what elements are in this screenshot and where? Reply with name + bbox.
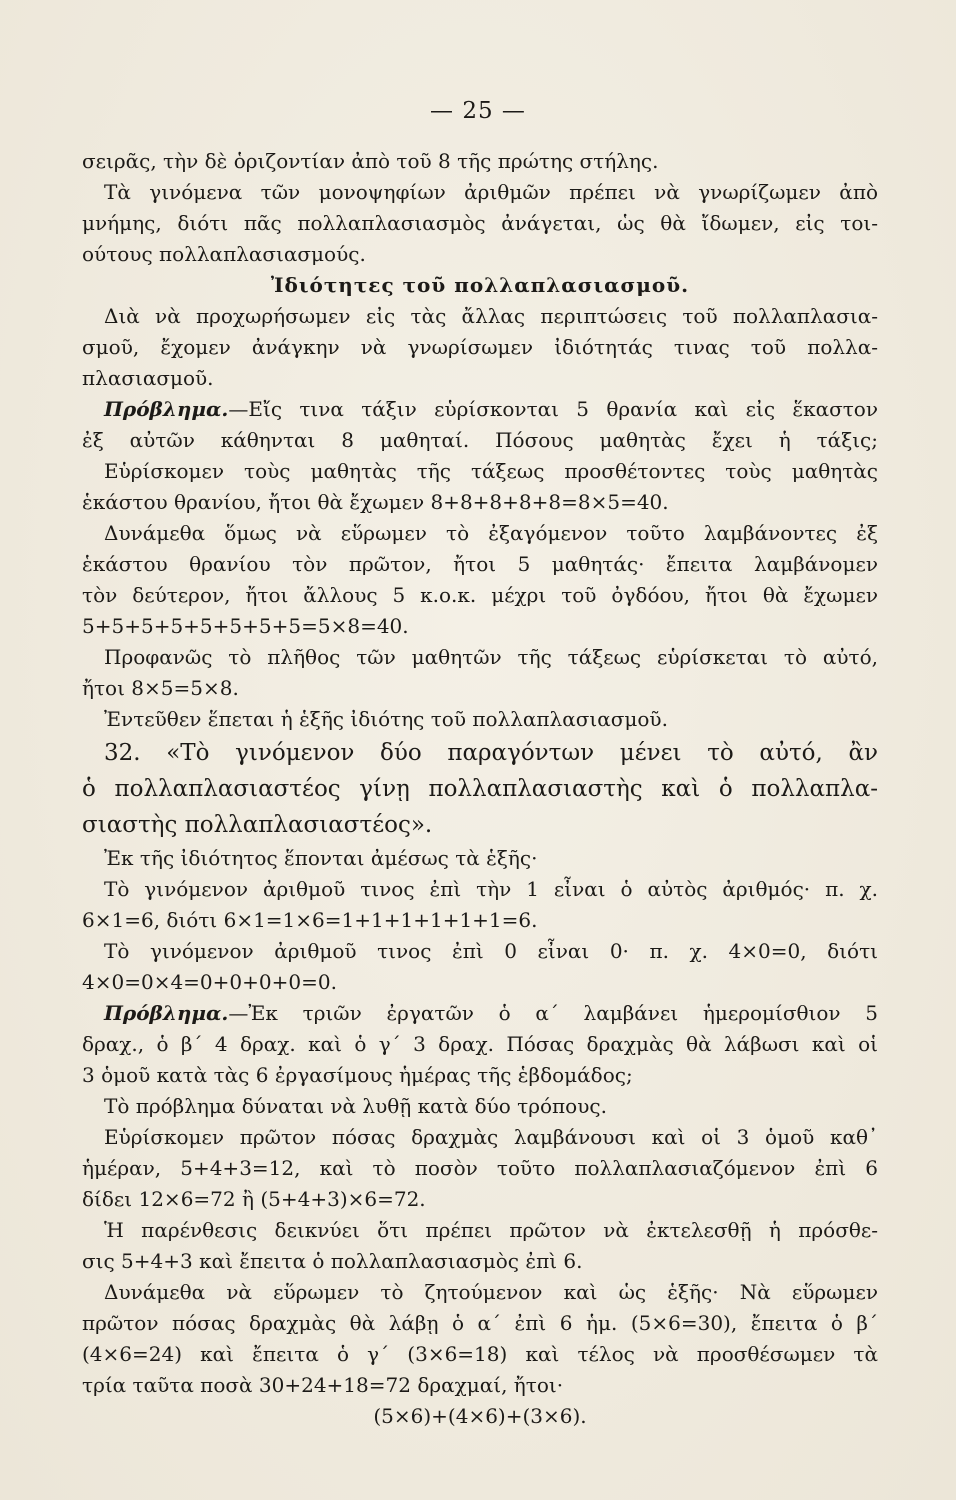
text-line: [82, 673, 878, 704]
text-span: τρία ταῦτα ποσὰ 30+24+18=72 δραχμαί, ἤτοι·: [82, 1373, 564, 1397]
text-span: Τὸ πρόβλημα δύναται νὰ λυθῇ κατὰ δύο τρόπους.: [104, 1094, 607, 1118]
text-line: [82, 1215, 878, 1246]
text-line: [82, 1029, 878, 1060]
text-span: ὁ πολλαπλασιαστέος γίνῃ πολλαπλασιαστὴς καὶ ὁ πολλαπλα-: [82, 776, 878, 802]
text-line: [82, 843, 878, 874]
text-line: [82, 332, 878, 363]
text-line: [82, 1370, 878, 1401]
text-line: [82, 771, 878, 807]
text-line: [82, 967, 878, 998]
text-span: Ἐντεῦθεν ἕπεται ἡ ἑξῆς ἰδιότης τοῦ πολλαπλασιασμοῦ.: [104, 707, 668, 731]
text-line: [82, 518, 878, 549]
text-span: (5×6)+(4×6)+(3×6).: [373, 1404, 587, 1428]
text-span: ἑκάστου θρανίου, ἤτοι θὰ ἔχωμεν 8+8+8+8+8=8×5=40.: [82, 490, 669, 514]
text-span: δίδει 12×6=72 ἢ (5+4+3)×6=72.: [82, 1187, 426, 1211]
problem-label: Πρόβλημα.: [104, 1001, 229, 1025]
text-line: [82, 425, 878, 456]
text-span: δραχ., ὁ β΄ 4 δραχ. καὶ ὁ γ΄ 3 δραχ. Πόσας δραχμὰς θὰ λάβωσι καὶ οἱ: [82, 1032, 878, 1056]
text-span: 4×0=0×4=0+0+0+0=0.: [82, 970, 337, 994]
text-span: —Ἐκ τριῶν ἐργατῶν ὁ α΄ λαμβάνει ἡμερομίσθιον 5: [228, 1001, 878, 1025]
text-span: Διὰ νὰ προχωρήσωμεν εἰς τὰς ἄλλας περιπτώσεις τοῦ πολλαπλασια-: [104, 304, 878, 328]
text-span: Ἰδιότητες τοῦ πολλαπλασιασμοῦ.: [270, 273, 690, 297]
text-span: Εὑρίσκομεν πρῶτον πόσας δραχμὰς λαμβάνουσι καὶ οἱ 3 ὁμοῦ καθ᾽: [104, 1125, 878, 1149]
text-span: σις 5+4+3 καὶ ἔπειτα ὁ πολλαπλασιασμὸς ἐπὶ 6.: [82, 1249, 583, 1273]
text-line: [82, 1308, 878, 1339]
text-span: Τὸ γινόμενον ἀριθμοῦ τινος ἐπὶ τὴν 1 εἶναι ὁ αὐτὸς ἀριθμός· π. χ.: [104, 877, 878, 901]
text-line: [82, 998, 878, 1029]
text-line: [82, 1091, 878, 1122]
text-span: 6×1=6, διότι 6×1=1×6=1+1+1+1+1+1=6.: [82, 908, 538, 932]
text-line: [82, 1153, 878, 1184]
text-span: 5+5+5+5+5+5+5+5=5×8=40.: [82, 614, 409, 638]
text-line: [82, 1339, 878, 1370]
text-line: [82, 146, 878, 177]
problem-label: Πρόβλημα.: [104, 397, 229, 421]
text-span: Τὰ γινόμενα τῶν μονοψηφίων ἀριθμῶν πρέπει νὰ γνωρίζωμεν ἀπὸ: [104, 180, 878, 204]
text-line: [82, 704, 878, 735]
text-line: [82, 1401, 878, 1432]
text-line: [82, 208, 878, 239]
text-span: σμοῦ, ἔχομεν ἀνάγκην νὰ γνωρίσωμεν ἰδιότητάς τινας τοῦ πολλα-: [82, 335, 878, 359]
text-span: τὸν δεύτερον, ἤτοι ἄλλους 5 κ.ο.κ. μέχρι τοῦ ὀγδόου, ἤτοι θὰ ἔχωμεν: [82, 583, 878, 607]
text-line: [82, 1122, 878, 1153]
text-span: σειρᾶς, τὴν δὲ ὁριζοντίαν ἀπὸ τοῦ 8 τῆς πρώτης στήλης.: [82, 149, 659, 173]
text-line: [82, 936, 878, 967]
text-line: [82, 1277, 878, 1308]
text-span: —Εἴς τινα τάξιν εὑρίσκονται 5 θρανία καὶ εἰς ἕκαστον: [228, 397, 878, 421]
text-line: [82, 611, 878, 642]
text-line: [82, 874, 878, 905]
text-line: [82, 807, 878, 843]
text-line: [82, 363, 878, 394]
text-span: 32. «Τὸ γινόμενον δύο παραγόντων μένει τὸ αὐτό, ἂν: [104, 740, 878, 766]
text-span: ούτους πολλαπλασιασμούς.: [82, 242, 366, 266]
text-line: [82, 239, 878, 270]
text-line: [82, 1184, 878, 1215]
text-line: [82, 735, 878, 771]
text-span: ἡμέραν, 5+4+3=12, καὶ τὸ ποσὸν τοῦτο πολλαπλασιαζόμενον ἐπὶ 6: [82, 1156, 878, 1180]
text-line: [82, 1060, 878, 1091]
section-heading: [82, 270, 878, 301]
text-span: πρῶτον πόσας δραχμὰς θὰ λάβῃ ὁ α΄ ἐπὶ 6 ἡμ. (5×6=30), ἔπειτα ὁ β΄: [82, 1311, 878, 1335]
text-span: Εὑρίσκομεν τοὺς μαθητὰς τῆς τάξεως προσθέτοντες τοὺς μαθητὰς: [104, 459, 878, 483]
text-span: πλασιασμοῦ.: [82, 366, 214, 390]
text-span: (4×6=24) καὶ ἔπειτα ὁ γ΄ (3×6=18) καὶ τέλος νὰ προσθέσωμεν τὰ: [82, 1342, 878, 1366]
text-span: Ἐκ τῆς ἰδιότητος ἕπονται ἀμέσως τὰ ἑξῆς·: [104, 846, 538, 870]
text-span: σιαστὴς πολλαπλασιαστέος».: [82, 812, 433, 838]
text-line: [82, 301, 878, 332]
text-line: [82, 580, 878, 611]
text-span: Δυνάμεθα ὅμως νὰ εὕρωμεν τὸ ἐξαγόμενον τοῦτο λαμβάνοντες ἐξ: [104, 521, 878, 545]
text-line: [82, 177, 878, 208]
text-span: ἑκάστου θρανίου τὸν πρῶτον, ἤτοι 5 μαθητάς· ἔπειτα λαμβάνομεν: [82, 552, 878, 576]
text-span: Τὸ γινόμενον ἀριθμοῦ τινος ἐπὶ 0 εἶναι 0· π. χ. 4×0=0, διότι: [104, 939, 878, 963]
text-line: [82, 456, 878, 487]
text-span: Προφανῶς τὸ πλῆθος τῶν μαθητῶν τῆς τάξεως εὑρίσκεται τὸ αὐτό,: [104, 645, 878, 669]
page-text: [82, 146, 878, 1432]
text-span: ἐξ αὐτῶν κάθηνται 8 μαθηταί. Πόσους μαθητὰς ἔχει ἡ τάξις;: [82, 428, 878, 452]
text-line: [82, 642, 878, 673]
text-line: [82, 1246, 878, 1277]
text-line: [82, 549, 878, 580]
page-number: — 25 —: [430, 98, 526, 124]
text-line: [82, 905, 878, 936]
text-span: Ἡ παρένθεσις δεικνύει ὅτι πρέπει πρῶτον νὰ ἐκτελεσθῇ ἡ πρόσθε-: [104, 1218, 878, 1242]
text-span: ἤτοι 8×5=5×8.: [82, 676, 239, 700]
text-span: μνήμης, διότι πᾶς πολλαπλασιασμὸς ἀνάγεται, ὡς θὰ ἴδωμεν, εἰς τοι-: [82, 211, 878, 235]
text-line: [82, 487, 878, 518]
text-span: 3 ὁμοῦ κατὰ τὰς 6 ἐργασίμους ἡμέρας τῆς ἑβδομάδος;: [82, 1063, 633, 1087]
text-line: [82, 394, 878, 425]
text-span: Δυνάμεθα νὰ εὕρωμεν τὸ ζητούμενον καὶ ὡς ἑξῆς· Νὰ εὕρωμεν: [104, 1280, 878, 1304]
